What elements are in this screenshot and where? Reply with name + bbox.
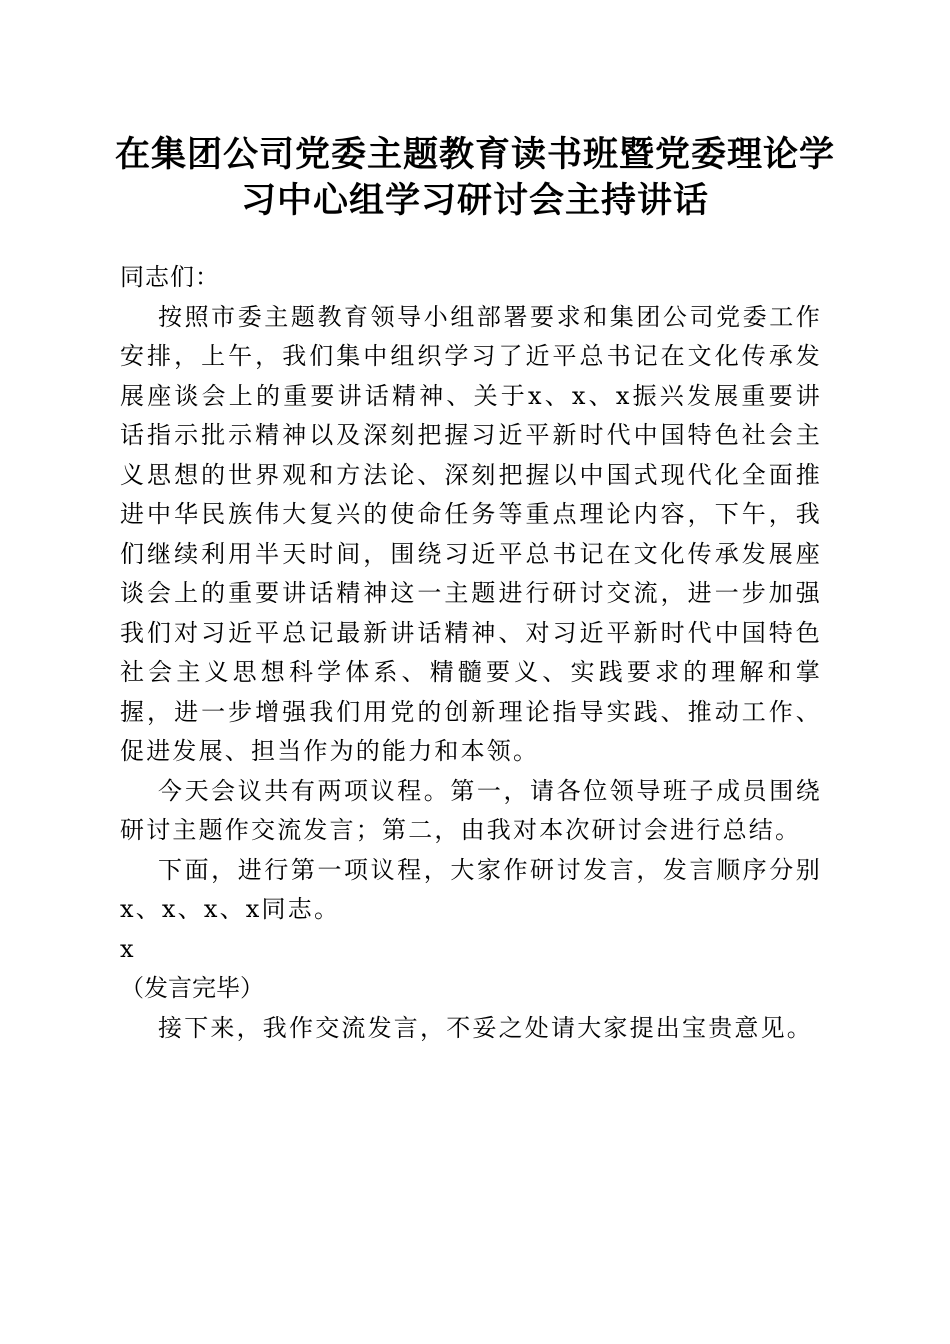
closing-line: 接下来，我作交流发言，不妥之处请大家提出宝贵意见。	[158, 1013, 813, 1042]
paragraph-agenda: 今天会议共有两项议程。第一，请各位领导班子成员围绕研讨主题作交流发言；第二，由我对本次研讨会进行总结。	[120, 776, 822, 844]
paragraph-opening: 按照市委主题教育领导小组部署要求和集团公司党委工作安排，上午，我们集中组织学习了近平总书记在文化传承发展座谈会上的重要讲话精神、关于x、x、x振兴发展重要讲话指示批示精神以及深刻把握习近平新时代中国特色社会主义思想的世界观和方法论、深刻把握以中国式现代化全面推进中华民族伟大复兴的使命任务等重点理论内容，下午，我们继续利用半天时间，围绕习近平总书记在文化传承发展座谈会上的重要讲话精神这一主题进行研讨交流，进一步加强我们对习近平总记最新讲话精神、对习近平新时代中国特色社会主义思想科学体系、精髓要义、实践要求的理解和掌握，进一步增强我们用党的创新理论指导实践、推动工作、促进发展、担当作为的能力和本领。	[120, 302, 822, 765]
document-title: 在集团公司党委主题教育读书班暨党委理论学习中心组学习研讨会主持讲话	[114, 135, 835, 221]
document-body	[120, 258, 822, 1048]
speaker-placeholder: x	[120, 934, 134, 963]
paragraph-speaking-order: 下面，进行第一项议程，大家作研讨发言，发言顺序分别x、x、x、x同志。	[120, 855, 822, 923]
salutation: 同志们：	[120, 263, 220, 291]
speech-end-note: （发言完毕）	[120, 974, 264, 1002]
